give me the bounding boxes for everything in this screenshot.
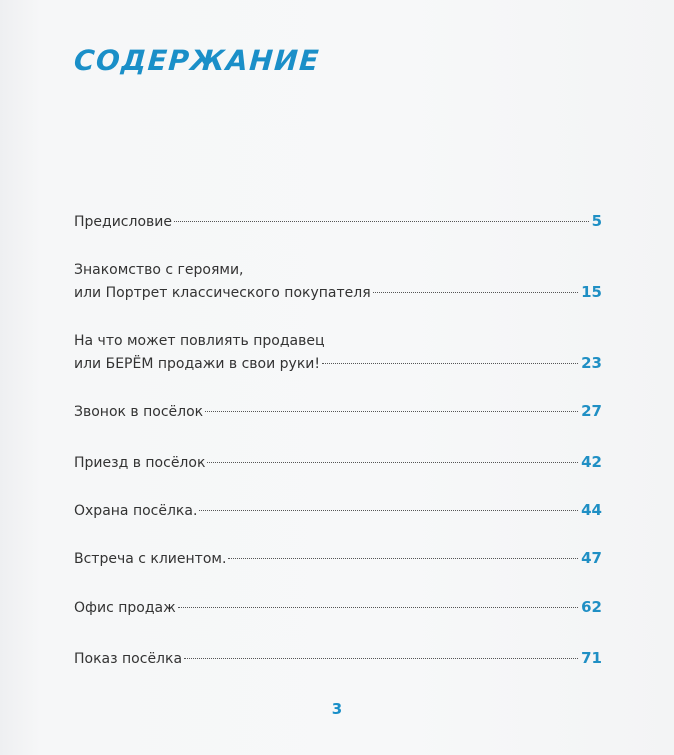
- toc-entry-title: Приезд в посёлок: [74, 455, 206, 471]
- toc-page-number: 47: [581, 549, 602, 567]
- toc-entry-subtitle: или БЕРЁМ продажи в свои руки!: [74, 356, 320, 372]
- dot-leader: [174, 221, 589, 222]
- toc-line: [74, 259, 602, 281]
- dot-leader: [178, 607, 578, 608]
- toc-entry[interactable]: [74, 647, 602, 670]
- toc-line: [74, 210, 602, 233]
- toc-page-number: 5: [591, 212, 602, 230]
- toc-entry-subtitle: или Портрет классического покупателя: [74, 285, 371, 301]
- toc-line: [74, 451, 602, 474]
- toc-line: [74, 330, 602, 352]
- dot-leader: [373, 292, 579, 293]
- toc-entry[interactable]: [74, 451, 602, 474]
- dot-leader: [205, 411, 578, 412]
- toc-entry-title: Офис продаж: [74, 600, 176, 616]
- toc-line: [74, 596, 602, 619]
- dot-leader: [322, 363, 578, 364]
- toc-entry[interactable]: [74, 547, 602, 570]
- dot-leader: [184, 658, 578, 659]
- toc-entry-title: Охрана посёлка.: [74, 503, 198, 519]
- toc-entry-title: На что может повлиять продавец: [74, 333, 325, 349]
- toc-page-number: 15: [581, 283, 602, 301]
- toc-page-number: 42: [581, 453, 602, 471]
- toc-entry-title: Показ посёлка: [74, 651, 183, 667]
- toc-entry-title: Звонок в посёлок: [74, 404, 204, 420]
- toc-page-number: 44: [581, 501, 602, 519]
- toc-line: [74, 352, 602, 375]
- toc-page-number: 62: [581, 598, 602, 616]
- toc-entry[interactable]: [74, 400, 602, 423]
- toc-page-number: 27: [581, 402, 602, 420]
- toc-entry[interactable]: [74, 330, 602, 375]
- toc-entry[interactable]: [74, 499, 602, 522]
- dot-leader: [199, 510, 578, 511]
- toc-page-number: 71: [581, 649, 602, 667]
- toc-entry[interactable]: [74, 259, 602, 304]
- toc-entry[interactable]: [74, 210, 602, 233]
- toc-entry-title: Знакомство с героями,: [74, 262, 244, 278]
- toc-page-number: 23: [581, 354, 602, 372]
- toc-line: [74, 499, 602, 522]
- page-title: СОДЕРЖАНИЕ: [72, 44, 322, 77]
- dot-leader: [228, 558, 578, 559]
- toc-entry-title: Предисловие: [74, 214, 172, 230]
- toc-line: [74, 400, 602, 423]
- toc-entry[interactable]: [74, 596, 602, 619]
- toc-line: [74, 281, 602, 304]
- toc-line: [74, 547, 602, 570]
- toc-entry-title: Встреча с клиентом.: [74, 551, 227, 567]
- page-number: 3: [331, 700, 343, 718]
- dot-leader: [207, 462, 578, 463]
- toc-line: [74, 647, 602, 670]
